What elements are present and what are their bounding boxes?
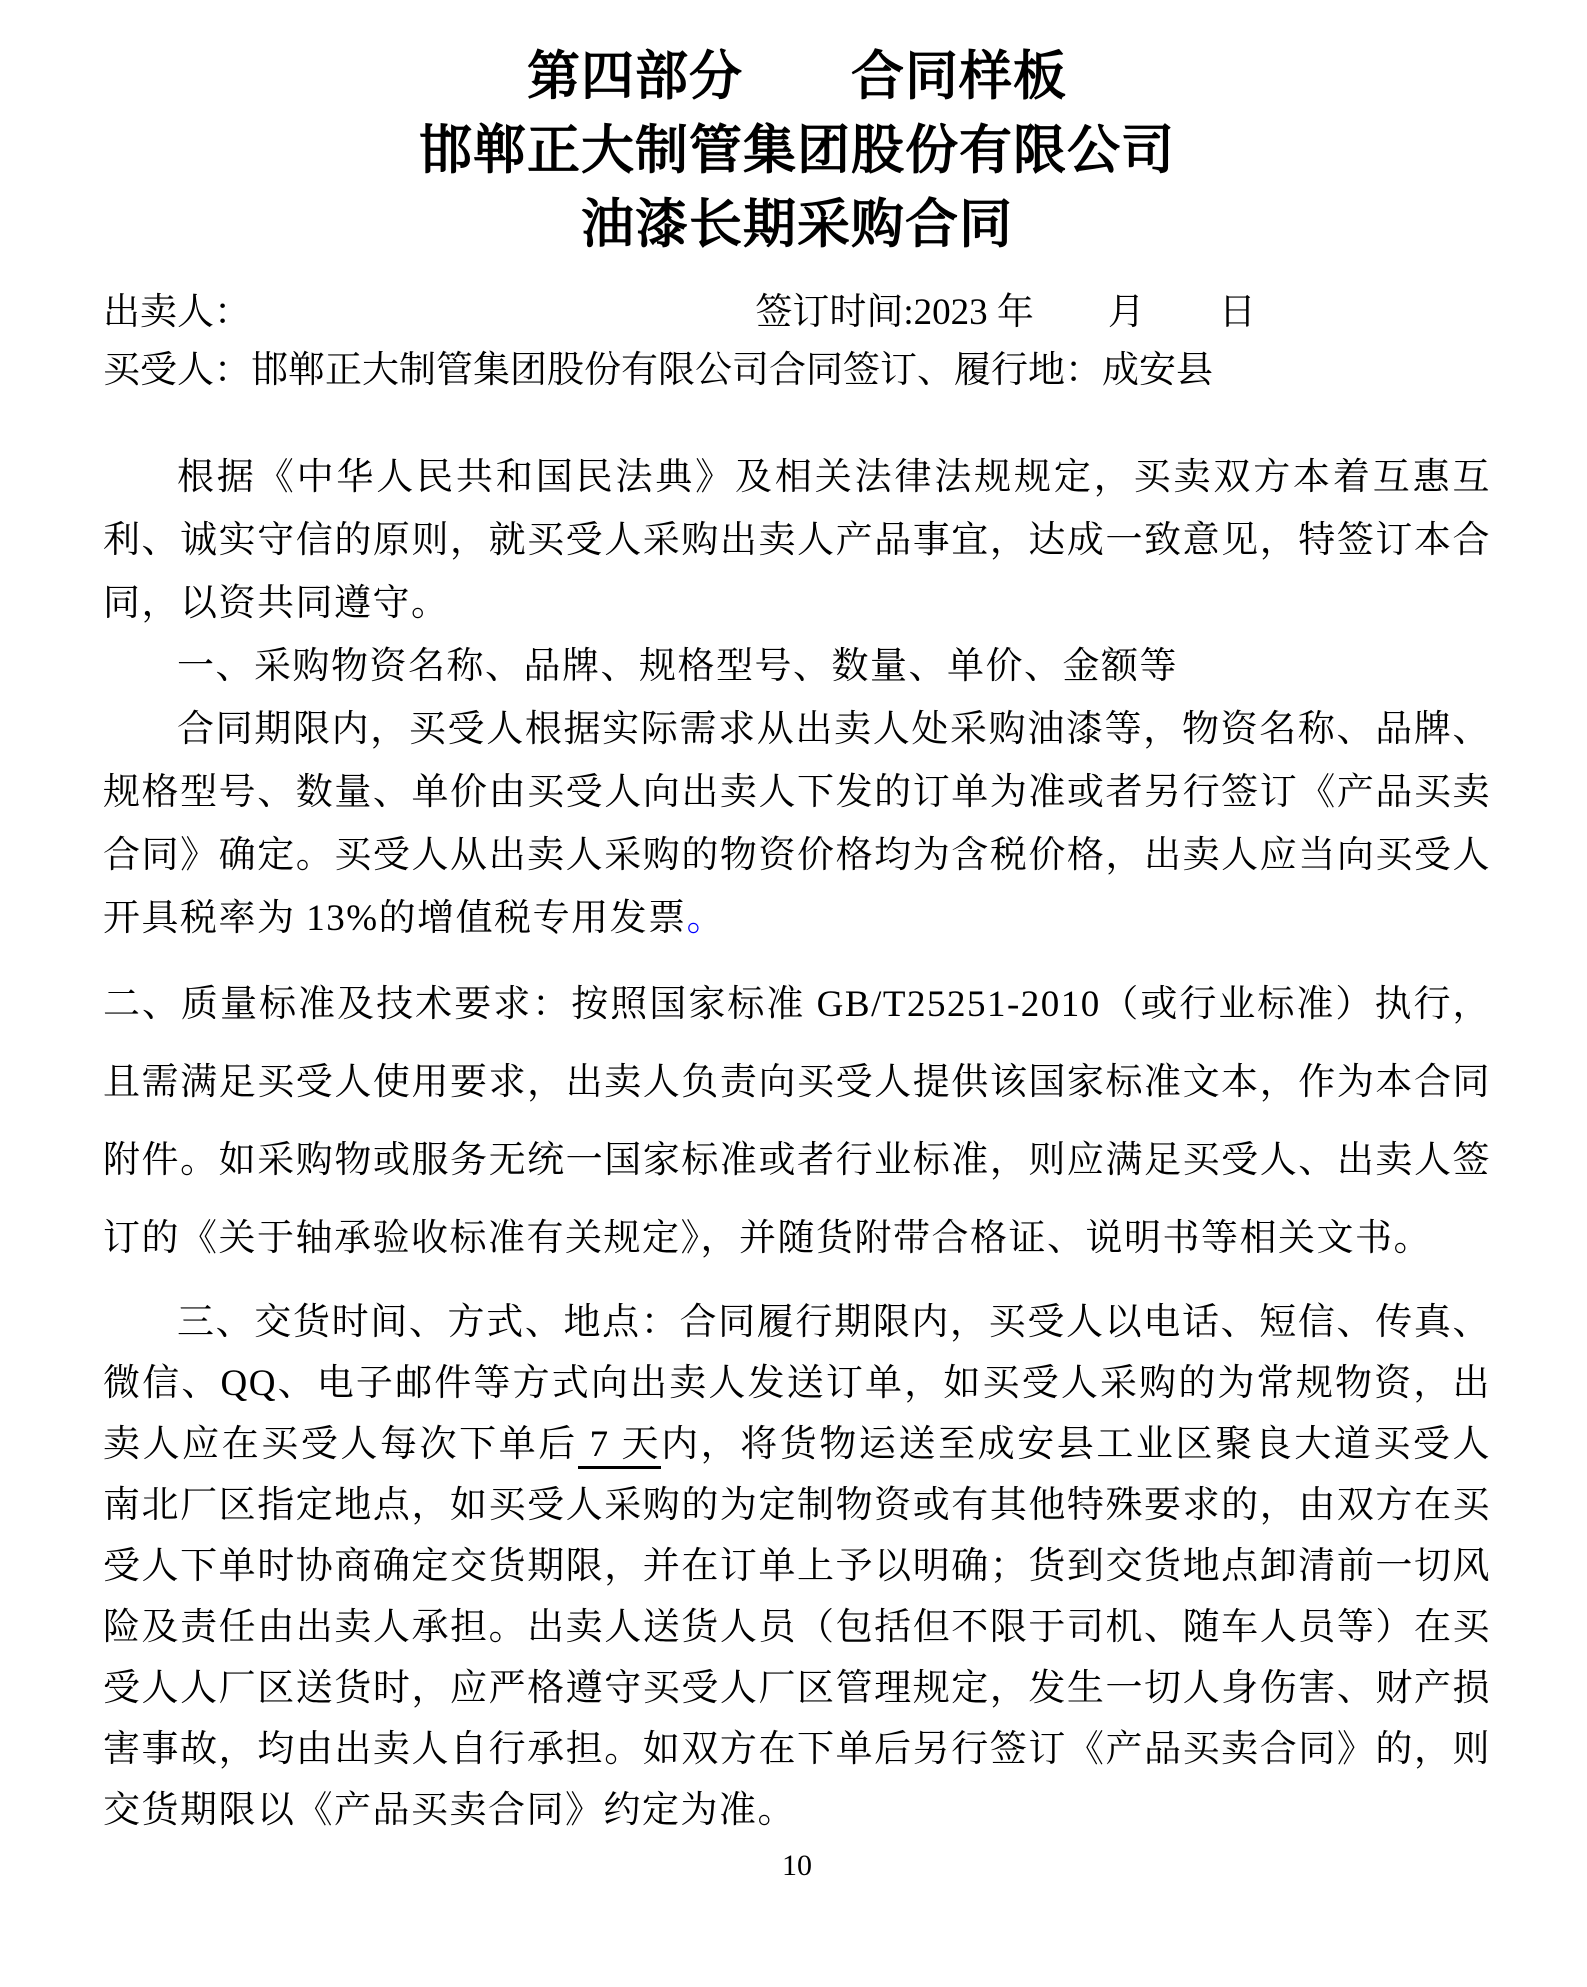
page-number: 10 <box>782 1849 812 1882</box>
title-contract-name: 油漆长期采购合同 <box>581 196 1013 254</box>
sign-place-field: 合同签订、履行地：成安县 <box>769 350 1213 391</box>
contract-header-info <box>103 284 1491 400</box>
paragraph-intro: 根据《中华人民共和国民法典》及相关法律法规规定，买卖双方本着互惠互利、诚实守信的原则，就买受人采购出卖人产品事宜，达成一致意见，特签订本合同，以资共同遵守。 <box>103 457 1491 624</box>
section-1-text: 合同期限内，买受人根据实际需求从出卖人处采购油漆等，物资名称、品牌、规格型号、数量、单价由买受人向出卖人下发的订单为准或者另行签订《产品买卖合同》确定。买受人从出卖人采购的物资价格均为含税价格，出卖人应当向买受人开具税率为 13%的增值税专用发票 <box>103 709 1491 939</box>
section-1-paragraph <box>103 698 1491 950</box>
section-3-paragraph <box>103 1292 1491 1841</box>
document-title-block <box>103 40 1491 262</box>
contract-body <box>103 446 1491 1841</box>
section-2-paragraph: 二、质量标准及技术要求：按照国家标准 GB/T25251-2010（或行业标准）执行，且需满足买受人使用要求，出卖人负责向买受人提供该国家标准文本，作为本合同附件。如采购物或服务无统一国家标准或者行业标准，则应满足买受人、出卖人签订的《关于轴承验收标准有关规定》，并随货附带合格证、说明书等相关文书。 <box>103 984 1491 1259</box>
blue-period: 。 <box>686 898 726 939</box>
section-1-heading: 一、采购物资名称、品牌、规格型号、数量、单价、金额等 <box>177 646 1178 687</box>
sign-time-field: 签订时间:2023 年 月 日 <box>755 292 1256 333</box>
delivery-days-underlined: 7 天 <box>578 1424 661 1469</box>
section-3-text-after: 内，将货物运送至成安县工业区聚良大道买受人南北厂区指定地点，如买受人采购的为定制物资或有其他特殊要求的，由双方在买受人下单时协商确定交货期限，并在订单上予以明确；货到交货地点卸清前一切风险及责任由出卖人承担。出卖人送货人员（包括但不限于司机、随车人员等）在买受人人厂区送货时，应严格遵守买受人厂区管理规定，发生一切人身伤害、财产损害事故，均由出卖人自行承担。如双方在下单后另行签订《产品买卖合同》的，则交货期限以《产品买卖合同》约定为准。 <box>103 1424 1492 1831</box>
section-3-text-before: 三、交货时间、方式、地点：合同履行期限内，买受人以电话、短信、传真、微信、QQ、电子邮件等方式向出卖人发送订单，如买受人采购的为常规物资，出卖人应在买受人每次下单后 <box>103 1302 1491 1465</box>
buyer-label: 买受人：邯郸正大制管集团股份有限公司 <box>103 350 769 391</box>
title-company-name: 邯郸正大制管集团股份有限公司 <box>419 122 1175 180</box>
seller-label: 出卖人： <box>103 292 251 333</box>
title-part-label: 第四部分 合同样板 <box>527 48 1067 106</box>
header-row-buyer <box>103 342 1491 400</box>
header-row-seller <box>103 284 1491 342</box>
